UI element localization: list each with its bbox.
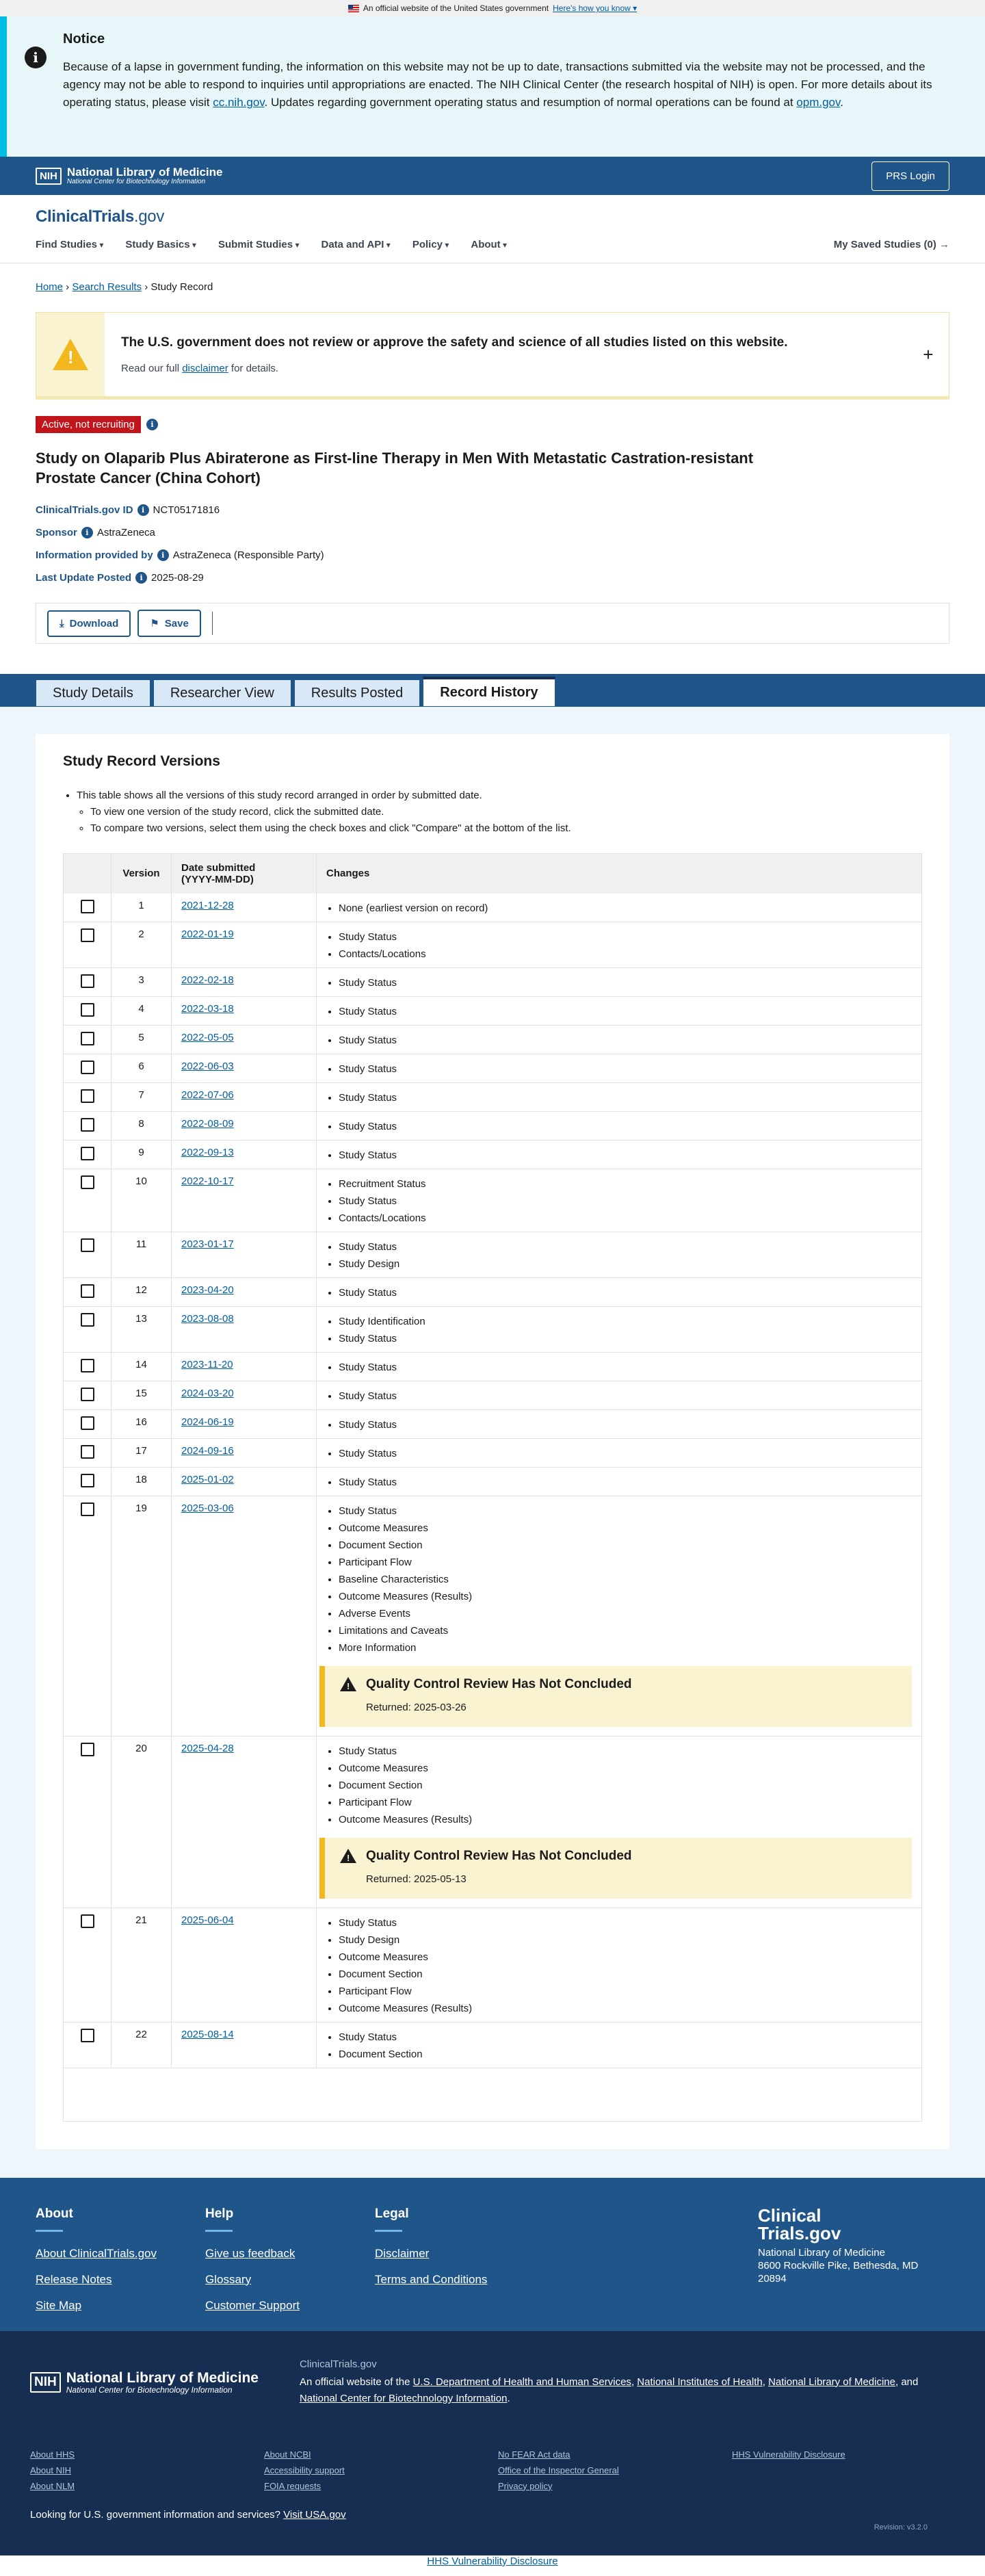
footer-link[interactable]: Disclaimer xyxy=(375,2246,430,2260)
breadcrumb-search-results[interactable]: Search Results xyxy=(72,281,142,293)
change-item: • Study Status xyxy=(339,1445,912,1462)
version-date-link[interactable]: 2023-11-20 xyxy=(181,1358,233,1370)
study-tabs xyxy=(0,674,985,707)
table-row xyxy=(64,1082,922,1111)
version-checkbox[interactable] xyxy=(81,1089,94,1103)
footer-address: 8600 Rockville Pike, Bethesda, MD xyxy=(758,2259,919,2272)
table-row xyxy=(64,1409,922,1438)
us-flag-icon xyxy=(348,5,359,12)
change-item: • Study Status xyxy=(339,1147,912,1164)
table-row xyxy=(64,1908,922,2022)
change-item: • Study Status xyxy=(339,1743,912,1760)
change-item: • Study Status xyxy=(339,1238,912,1256)
bookmark-icon: ⚑ xyxy=(150,618,159,629)
version-date-link[interactable]: 2025-03-06 xyxy=(181,1502,234,1514)
gov-banner-text: An official website of the United States government xyxy=(363,3,549,13)
version-checkbox[interactable] xyxy=(81,1388,94,1401)
change-item: • Outcome Measures (Results) xyxy=(339,2000,912,2017)
version-number: 5 xyxy=(111,1025,172,1054)
version-checkbox[interactable] xyxy=(81,974,94,988)
change-item: • Outcome Measures xyxy=(339,1949,912,1966)
version-date-link[interactable]: 2022-06-03 xyxy=(181,1060,234,1072)
change-item: • Document Section xyxy=(339,1537,912,1554)
version-number: 11 xyxy=(111,1232,172,1277)
change-item: • Participant Flow xyxy=(339,1794,912,1811)
version-number: 15 xyxy=(111,1381,172,1409)
site-header xyxy=(0,195,985,263)
version-checkbox[interactable] xyxy=(81,1003,94,1017)
nav-data-and-api[interactable]: Data and API ▾ xyxy=(321,239,390,250)
study-toolbar xyxy=(36,603,949,644)
changes-list xyxy=(326,900,912,917)
version-date-link[interactable]: 2023-01-17 xyxy=(181,1238,234,1250)
nav-study-basics[interactable]: Study Basics ▾ xyxy=(125,239,196,250)
changes-list xyxy=(326,1502,912,1656)
table-row xyxy=(64,2022,922,2068)
version-number: 19 xyxy=(111,1496,172,1736)
changes-list xyxy=(326,1284,912,1301)
version-number: 8 xyxy=(111,1111,172,1140)
version-checkbox[interactable] xyxy=(81,1175,94,1189)
changes-list xyxy=(326,1089,912,1106)
version-number: 7 xyxy=(111,1082,172,1111)
change-item: • Study Status xyxy=(339,928,912,946)
funding-notice xyxy=(0,16,985,157)
status-badge: Active, not recruiting xyxy=(36,416,141,433)
version-date-link[interactable]: 2022-08-09 xyxy=(181,1117,234,1130)
table-row xyxy=(64,1025,922,1054)
footer-bottom-link[interactable]: No FEAR Act data xyxy=(498,2449,570,2460)
version-checkbox[interactable] xyxy=(81,1502,94,1516)
change-item: • Outcome Measures xyxy=(339,1520,912,1537)
version-checkbox[interactable] xyxy=(81,1445,94,1459)
version-checkbox[interactable] xyxy=(81,1743,94,1756)
version-date-link[interactable]: 2024-03-20 xyxy=(181,1387,234,1399)
version-number: 18 xyxy=(111,1467,172,1496)
version-text: Revision: v3.2.0 xyxy=(874,2523,928,2532)
version-number: 17 xyxy=(111,1438,172,1467)
version-checkbox[interactable] xyxy=(81,1061,94,1074)
table-row xyxy=(64,1277,922,1306)
version-number: 22 xyxy=(111,2022,172,2068)
changes-list xyxy=(326,1238,912,1273)
study-id-row: ClinicalTrials.gov ID i NCT05171816 xyxy=(36,504,220,516)
warning-icon xyxy=(340,1677,356,1691)
clinicaltrials-logo[interactable]: ClinicalTrials.gov xyxy=(36,207,165,226)
version-number: 16 xyxy=(111,1409,172,1438)
hhs-vulnerability-link[interactable]: HHS Vulnerability Disclosure xyxy=(427,2555,558,2567)
changes-list xyxy=(326,1416,912,1433)
provided-by-row: Information provided by i AstraZeneca (Responsible Party) xyxy=(36,549,324,561)
tab-researcher-view[interactable]: Researcher View xyxy=(153,679,291,707)
change-item: • Document Section xyxy=(339,1966,912,1983)
changes-list xyxy=(326,1914,912,2017)
version-date-link[interactable]: 2022-10-17 xyxy=(181,1175,234,1187)
save-button[interactable]: ⚑ Save xyxy=(137,610,201,637)
footer-bottom-link[interactable]: About NCBI xyxy=(264,2449,311,2460)
footer-bottom-link[interactable]: Accessibility support xyxy=(264,2464,345,2475)
footer-nlm-logo[interactable]: NIH National Library of Medicine National Center for Biotechnology Information xyxy=(30,2358,259,2407)
notice-body: Because of a lapse in government funding, the information on this website may not be up to date, transactions submitted via the website may not be processed, and the agency may not be able to respond to inquiries until appropriations are enacted. The NIH Clinical Center (the research hospital of NIH) is open. For more details about its operating status, please visit cc.nih.gov. Updates regarding government operating status and resumption of normal operations can be found at opm.gov. xyxy=(63,60,932,109)
version-number: 13 xyxy=(111,1306,172,1352)
footer-bottom-link[interactable]: Office of the Inspector General xyxy=(498,2464,619,2475)
version-number: 10 xyxy=(111,1169,172,1232)
footer-link[interactable]: Give us feedback xyxy=(205,2246,296,2260)
change-item: • Study Status xyxy=(339,1118,912,1135)
change-item: • Study Status xyxy=(339,2029,912,2046)
cc-nih-link[interactable]: cc.nih.gov xyxy=(213,96,265,109)
disclaimer-link[interactable]: disclaimer xyxy=(182,362,228,374)
changes-list xyxy=(326,1032,912,1049)
qc-alert: ! Quality Control Review Has Not Concluded Returned: 2025-05-13 xyxy=(319,1838,912,1899)
download-icon: ⤓ xyxy=(60,617,64,629)
changes-list xyxy=(326,1061,912,1078)
nih-link[interactable]: National Institutes of Health xyxy=(637,2376,763,2388)
warning-icon xyxy=(340,1849,356,1863)
change-item: • Study Status xyxy=(339,974,912,991)
nlm-header xyxy=(0,157,985,195)
nav-submit-studies[interactable]: Submit Studies ▾ xyxy=(218,239,300,250)
version-number: 20 xyxy=(111,1736,172,1908)
my-saved-studies-link[interactable]: My Saved Studies (0) → xyxy=(833,239,949,250)
nlm-footer xyxy=(0,2331,985,2555)
footer-link[interactable]: Terms and Conditions xyxy=(375,2272,488,2286)
change-item: • Participant Flow xyxy=(339,1554,912,1571)
official-website-text: An official website of the U.S. Department of Health and Human Services, National Institutes of Health, National Library of Medicine, and National Center for Biotechnology Information. xyxy=(299,2376,919,2404)
change-item: • Study Status xyxy=(339,1330,912,1347)
version-checkbox[interactable] xyxy=(81,928,94,942)
change-item: • Study Design xyxy=(339,1256,912,1273)
table-row xyxy=(64,1381,922,1409)
footer-col-legal: Legal Disclaimer Terms and Conditions xyxy=(375,2207,544,2331)
version-number: 21 xyxy=(111,1908,172,2022)
change-item: • Participant Flow xyxy=(339,1983,912,2000)
changes-list xyxy=(326,1388,912,1405)
version-date-link[interactable]: 2022-02-18 xyxy=(181,974,234,986)
table-row xyxy=(64,967,922,996)
warning-icon xyxy=(53,339,88,370)
footer-col-help: Help Give us feedback Glossary Customer Support xyxy=(205,2207,375,2331)
provided-value: AstraZeneca (Responsible Party) xyxy=(172,549,324,561)
footer-bottom-link[interactable]: HHS Vulnerability Disclosure xyxy=(732,2449,845,2460)
table-row xyxy=(64,1054,922,1082)
change-item: • Baseline Characteristics xyxy=(339,1571,912,1588)
nav-find-studies[interactable]: Find Studies ▾ xyxy=(36,239,103,250)
nlm-logo[interactable] xyxy=(36,166,223,185)
footer-org: National Library of Medicine xyxy=(758,2246,885,2259)
footer-zip: 20894 xyxy=(758,2272,787,2285)
version-date-link[interactable]: 2022-09-13 xyxy=(181,1146,234,1158)
version-checkbox[interactable] xyxy=(81,900,94,913)
disclaimer-alert: ! The U.S. government does not review or approve the safety and science of all studies listed on this website. Read our full disclaimer for details. + xyxy=(36,312,949,400)
tab-results-posted[interactable]: Results Posted xyxy=(294,679,421,707)
table-row xyxy=(64,922,922,967)
table-row xyxy=(64,1111,922,1140)
change-item: • Study Status xyxy=(339,1502,912,1520)
changes-list xyxy=(326,1743,912,1828)
status-info-icon[interactable]: i xyxy=(146,419,158,430)
footer-bottom-link[interactable]: Privacy policy xyxy=(498,2480,553,2491)
version-date-link[interactable]: 2023-04-20 xyxy=(181,1284,234,1296)
version-number: 4 xyxy=(111,996,172,1025)
expand-plus-icon[interactable]: + xyxy=(923,343,934,365)
change-item: • Study Identification xyxy=(339,1313,912,1330)
usagov-link[interactable]: Visit USA.gov xyxy=(283,2508,346,2521)
version-date-link[interactable]: 2022-05-05 xyxy=(181,1031,234,1043)
sponsor-value: AstraZeneca xyxy=(96,527,155,538)
version-checkbox[interactable] xyxy=(81,1147,94,1160)
change-item: • Study Status xyxy=(339,1914,912,1931)
col-version: Version xyxy=(111,854,172,894)
version-date-link[interactable]: 2025-01-02 xyxy=(181,1473,234,1485)
footer-links xyxy=(30,2449,955,2491)
version-number: 14 xyxy=(111,1352,172,1381)
disclaimer-title: The U.S. government does not review or approve the safety and science of all studies listed on this website. xyxy=(121,335,788,350)
version-checkbox[interactable] xyxy=(81,2029,94,2042)
provided-info-icon[interactable]: i xyxy=(157,549,169,561)
prs-login-button[interactable]: PRS Login xyxy=(871,161,949,191)
changes-list xyxy=(326,1147,912,1164)
version-date-link[interactable]: 2025-04-28 xyxy=(181,1742,234,1754)
download-button[interactable]: ⤓ Download xyxy=(47,610,131,637)
study-id-value: NCT05171816 xyxy=(153,504,220,516)
info-icon: i xyxy=(25,47,47,68)
change-item: • Contacts/Locations xyxy=(339,1210,912,1227)
change-item: • Study Status xyxy=(339,1474,912,1491)
version-number: 3 xyxy=(111,967,172,996)
versions-heading: Study Record Versions xyxy=(63,753,220,769)
table-row xyxy=(64,1352,922,1381)
change-item: • Study Status xyxy=(339,1416,912,1433)
change-item: • Contacts/Locations xyxy=(339,946,912,963)
tab-record-history[interactable]: Record History xyxy=(423,677,555,707)
nih-logo-icon: NIH xyxy=(30,2372,61,2393)
version-checkbox[interactable] xyxy=(81,1238,94,1252)
last-update-value: 2025-08-29 xyxy=(151,572,204,584)
version-number: 12 xyxy=(111,1277,172,1306)
hhs-link[interactable]: U.S. Department of Health and Human Services xyxy=(412,2376,631,2388)
change-item: • Study Status xyxy=(339,1089,912,1106)
change-item: • Document Section xyxy=(339,2046,912,2063)
how-you-know-link[interactable]: Here's how you know ▾ xyxy=(553,3,638,13)
changes-list xyxy=(326,974,912,991)
version-date-link[interactable]: 2021-12-28 xyxy=(181,899,234,911)
id-info-icon[interactable]: i xyxy=(137,504,149,516)
changes-list xyxy=(326,1003,912,1020)
nlm-link[interactable]: National Library of Medicine xyxy=(768,2376,895,2388)
version-date-link[interactable]: 2023-08-08 xyxy=(181,1312,234,1325)
change-item: • Study Design xyxy=(339,1931,912,1949)
versions-card xyxy=(36,734,949,2149)
change-item: • Adverse Events xyxy=(339,1605,912,1622)
footer-col-about: About About ClinicalTrials.gov Release Notes Site Map xyxy=(36,2207,205,2331)
breadcrumb-current: Study Record xyxy=(150,281,213,293)
version-checkbox[interactable] xyxy=(81,1032,94,1045)
change-item: • Study Status xyxy=(339,1284,912,1301)
nih-logo-icon: NIH xyxy=(36,168,62,185)
col-changes: Changes xyxy=(317,854,922,894)
nav-policy[interactable]: Policy ▾ xyxy=(412,239,449,250)
version-date-link[interactable]: 2025-06-04 xyxy=(181,1914,234,1926)
footer-bottom-link[interactable]: FOIA requests xyxy=(264,2480,321,2491)
table-row xyxy=(64,1467,922,1496)
footer-site-label: ClinicalTrials.gov xyxy=(299,2358,377,2370)
sponsor-info-icon[interactable]: i xyxy=(81,527,93,538)
change-item: • Outcome Measures (Results) xyxy=(339,1811,912,1828)
table-row xyxy=(64,1169,922,1232)
changes-list xyxy=(326,1359,912,1376)
table-row xyxy=(64,894,922,922)
change-item: • None (earliest version on record) xyxy=(339,900,912,917)
changes-list xyxy=(326,1118,912,1135)
version-checkbox[interactable] xyxy=(81,1914,94,1928)
footer-link[interactable]: Customer Support xyxy=(205,2298,300,2312)
footer-logo[interactable]: Clinical Trials.gov xyxy=(758,2204,841,2243)
change-item: • Study Status xyxy=(339,1003,912,1020)
tab-study-details[interactable]: Study Details xyxy=(36,679,150,707)
footer-bottom-link[interactable]: About NIH xyxy=(30,2464,71,2475)
opm-link[interactable]: opm.gov xyxy=(796,96,841,109)
changes-list xyxy=(326,1313,912,1347)
version-checkbox[interactable] xyxy=(81,1313,94,1327)
change-item: • Recruitment Status xyxy=(339,1175,912,1193)
qc-alert: ! Quality Control Review Has Not Concluded Returned: 2025-03-26 xyxy=(319,1666,912,1727)
version-date-link[interactable]: 2022-07-06 xyxy=(181,1089,234,1101)
footer-link[interactable]: Glossary xyxy=(205,2272,252,2286)
table-row xyxy=(64,1232,922,1277)
change-item: • Outcome Measures (Results) xyxy=(339,1588,912,1605)
footer-link[interactable]: Site Map xyxy=(36,2298,82,2312)
versions-intro: • This table shows all the versions of this study record arranged in order by submitted date. ◦ To view one version of the study record, click the submitted date. ◦ To compare two versions, select them using the check boxes and click "Compare" at the bottom of the list. xyxy=(63,788,922,837)
gov-banner xyxy=(0,0,985,16)
table-row xyxy=(64,1438,922,1467)
change-item: • Study Status xyxy=(339,1388,912,1405)
change-item: • Limitations and Caveats xyxy=(339,1622,912,1639)
version-checkbox[interactable] xyxy=(81,1284,94,1298)
table-row xyxy=(64,1496,922,1736)
version-number: 9 xyxy=(111,1140,172,1169)
usagov-row: Looking for U.S. government information and services? Visit USA.gov xyxy=(30,2508,346,2521)
footer-link[interactable]: About ClinicalTrials.gov xyxy=(36,2246,157,2260)
versions-table xyxy=(63,853,922,2122)
change-item: • Document Section xyxy=(339,1777,912,1794)
version-number: 2 xyxy=(111,922,172,967)
ncbi-subtitle: National Center for Biotechnology Information xyxy=(66,178,206,185)
study-title: Study on Olaparib Plus Abiraterone as First-line Therapy in Men With Metastatic Castration-resistant Prostate Cancer (China Cohort) xyxy=(36,450,754,486)
table-row xyxy=(64,1140,922,1169)
version-checkbox[interactable] xyxy=(81,1474,94,1487)
sponsor-row: Sponsor i AstraZeneca xyxy=(36,527,155,538)
table-row xyxy=(64,1306,922,1352)
table-row xyxy=(64,1736,922,1908)
version-date-link[interactable]: 2024-06-19 xyxy=(181,1416,234,1428)
change-item: • Outcome Measures xyxy=(339,1760,912,1777)
changes-list xyxy=(326,928,912,963)
ncbi-link[interactable]: National Center for Biotechnology Information xyxy=(299,2392,508,2404)
version-date-link[interactable]: 2024-09-16 xyxy=(181,1444,234,1457)
nlm-name: National Library of Medicine xyxy=(66,166,223,179)
change-item: • Study Status xyxy=(339,1032,912,1049)
last-update-row: Last Update Posted i 2025-08-29 xyxy=(36,572,204,584)
change-item: • Study Status xyxy=(339,1359,912,1376)
update-info-icon[interactable]: i xyxy=(135,572,147,584)
footer-brand xyxy=(758,2204,949,2331)
footer-bottom-link[interactable]: About HHS xyxy=(30,2449,75,2460)
change-item: • Study Status xyxy=(339,1061,912,1078)
version-checkbox[interactable] xyxy=(81,1359,94,1372)
version-date-link[interactable]: 2025-08-14 xyxy=(181,2028,234,2040)
changes-list xyxy=(326,1445,912,1462)
version-date-link[interactable]: 2022-03-18 xyxy=(181,1002,234,1015)
changes-list xyxy=(326,1175,912,1227)
notice-title: Notice xyxy=(63,31,105,47)
version-checkbox[interactable] xyxy=(81,1416,94,1430)
change-item: • Study Status xyxy=(339,1193,912,1210)
change-item: • More Information xyxy=(339,1639,912,1656)
nav-about[interactable]: About ▾ xyxy=(471,239,507,250)
version-checkbox[interactable] xyxy=(81,1118,94,1132)
footer-link[interactable]: Release Notes xyxy=(36,2272,112,2286)
site-footer xyxy=(0,2178,985,2331)
version-date-link[interactable]: 2022-01-19 xyxy=(181,928,234,940)
changes-list xyxy=(326,2029,912,2063)
breadcrumb-home[interactable]: Home xyxy=(36,281,64,293)
version-number: 1 xyxy=(111,894,172,922)
breadcrumb: Home › Search Results › Study Record xyxy=(36,281,213,293)
table-row xyxy=(64,996,922,1025)
main-nav xyxy=(36,239,949,250)
version-number: 6 xyxy=(111,1054,172,1082)
changes-list xyxy=(326,1474,912,1491)
col-date: Date submitted (YYYY-MM-DD) xyxy=(172,854,317,894)
footer-bottom-link[interactable]: About NLM xyxy=(30,2480,75,2491)
